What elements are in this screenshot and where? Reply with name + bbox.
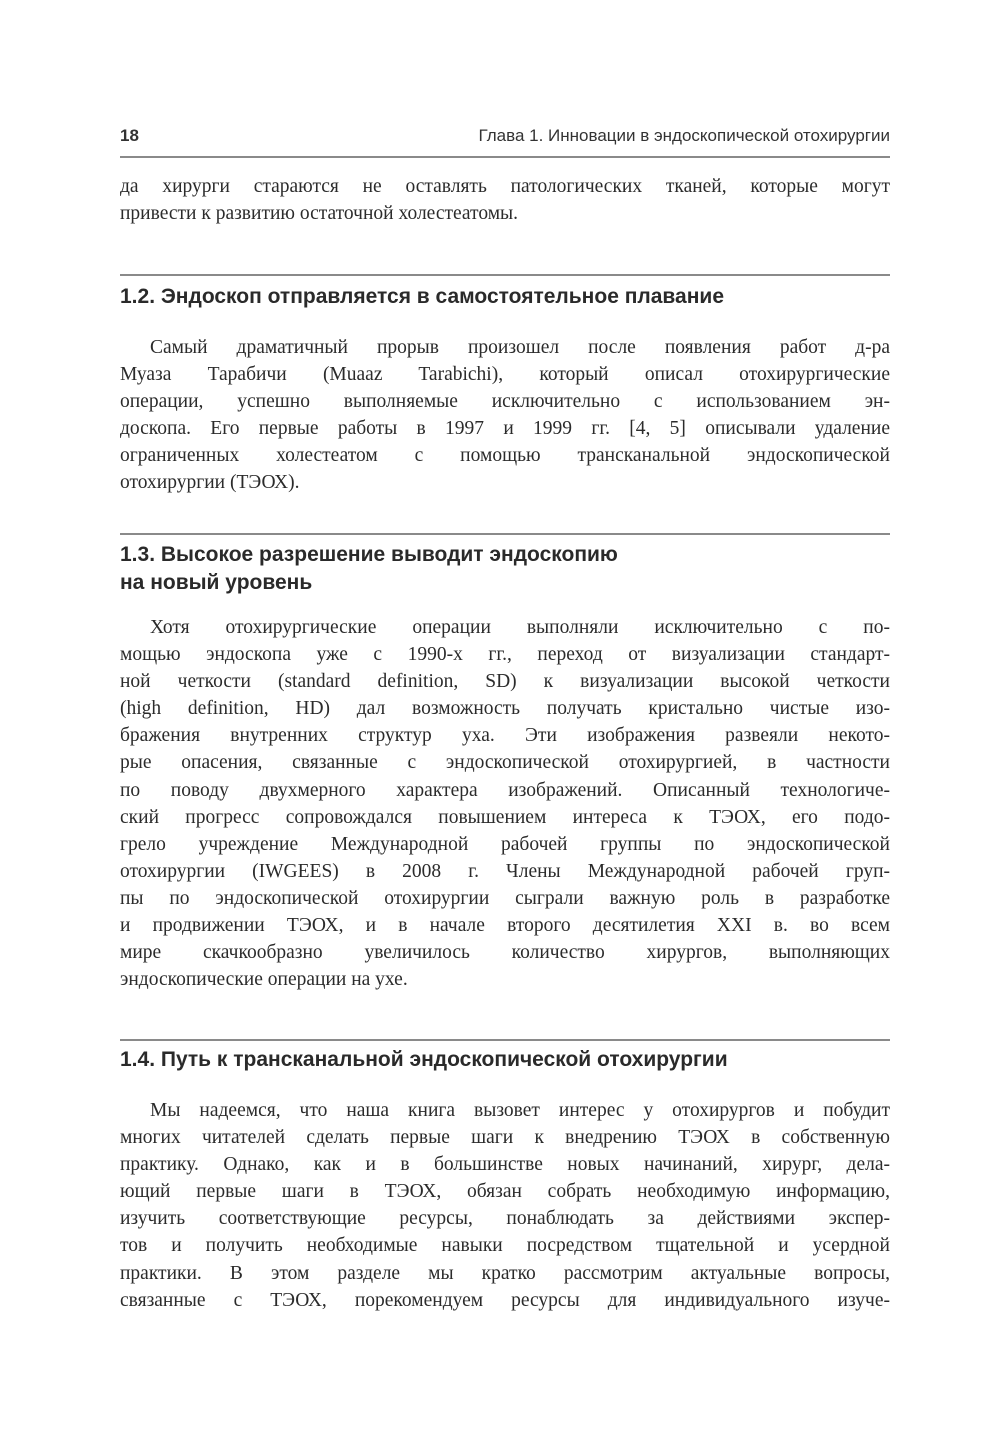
section-heading xyxy=(120,1046,890,1074)
text-line: практику. Однако, как и в большинстве новых начинаний, хирург, дела- xyxy=(120,1154,890,1176)
intro-paragraph xyxy=(120,173,890,227)
section-divider xyxy=(120,533,890,535)
text-line: ограниченных холестеатом с помощью трансканальной эндоскопической xyxy=(120,445,890,467)
text-line: пы по эндоскопической отохирургии сыграли важную роль в разработке xyxy=(120,887,890,909)
text-line: (high definition, HD) дал возможность получать кристально чистые изо- xyxy=(120,698,890,720)
section-divider xyxy=(120,274,890,276)
text-line: доскопа. Его первые работы в 1997 и 1999 гг. [4, 5] описывали удаление xyxy=(120,418,890,440)
text-line: изучить соответствующие ресурсы, понаблюдать за действиями экспер- xyxy=(120,1208,890,1230)
header-divider xyxy=(120,156,890,158)
text-line: Самый драматичный прорыв произошел после появления работ д-ра xyxy=(150,337,890,358)
text-line: ющий первые шаги в ТЭОХ, обязан собрать необходимую информацию, xyxy=(120,1181,890,1203)
text-line: бражения внутренних структур уха. Эти изображения развеяли некото- xyxy=(120,725,890,747)
text-line: операции, успешно выполняемые исключительно с использованием эн- xyxy=(120,391,890,413)
text-line: мире скачкообразно увеличилось количество хирургов, выполняющих xyxy=(120,942,890,964)
section-1-3 xyxy=(120,541,890,993)
section-paragraph xyxy=(120,1097,890,1314)
page-number: 18 xyxy=(120,126,139,145)
section-heading xyxy=(120,283,890,311)
text-line: многих читателей сделать первые шаги к внедрению ТЭОХ в собственную xyxy=(120,1127,890,1149)
heading-line: 1.2. Эндоскоп отправляется в самостоятельное плавание xyxy=(120,285,724,308)
text-line: мощью эндоскопа уже с 1990-х гг., переход от визуализации стандарт- xyxy=(120,644,890,666)
running-title: Глава 1. Инновации в эндоскопической отохирургии xyxy=(478,126,890,145)
text-line: грело учреждение Международной рабочей группы по эндоскопической xyxy=(120,833,890,855)
text-line: по поводу двухмерного характера изображений. Описанный технологиче- xyxy=(120,779,890,801)
heading-line: на новый уровень xyxy=(120,571,313,594)
text-line: связанные с ТЭОХ, порекомендуем ресурсы для индивидуального изуче- xyxy=(120,1289,890,1311)
text-line: привести к развитию остаточной холестеатомы. xyxy=(120,203,519,225)
section-divider xyxy=(120,1039,890,1041)
section-heading xyxy=(120,541,890,597)
text-line: отохирургии (ТЭОХ). xyxy=(120,472,300,494)
section-1-4 xyxy=(120,1046,890,1314)
text-line: и продвижении ТЭОХ, и в начале второго десятилетия XXI в. во всем xyxy=(120,915,890,937)
section-paragraph xyxy=(120,334,890,497)
section-1-2 xyxy=(120,283,890,497)
text-line: да хирурги стараются не оставлять патологических тканей, которые могут xyxy=(120,176,890,197)
text-line: эндоскопические операции на ухе. xyxy=(120,969,408,991)
text-line: тов и получить необходимые навыки посредством тщательной и усердной xyxy=(120,1235,890,1257)
text-line: Муаза Тарабичи (Muaaz Tarabichi), который описал отохирургические xyxy=(120,364,890,386)
page-header xyxy=(120,126,890,150)
text-line: Хотя отохирургические операции выполняли исключительно с по- xyxy=(150,617,890,638)
text-line: практики. В этом разделе мы кратко рассмотрим актуальные вопросы, xyxy=(120,1262,890,1284)
heading-line: 1.4. Путь к трансканальной эндоскопической отохирургии xyxy=(120,1048,728,1071)
text-line: рые опасения, связанные с эндоскопической отохирургией, в частности xyxy=(120,752,890,774)
heading-line: 1.3. Высокое разрешение выводит эндоскопию xyxy=(120,543,618,566)
text-line: отохирургии (IWGEES) в 2008 г. Члены Международной рабочей груп- xyxy=(120,860,890,882)
section-paragraph xyxy=(120,614,890,993)
text-line: ной четкости (standard definition, SD) к визуализации высокой четкости xyxy=(120,671,890,693)
text-line: ский прогресс сопровождался повышением интереса к ТЭОХ, его подо- xyxy=(120,806,890,828)
text-line: Мы надеемся, что наша книга вызовет интерес у отохирургов и побудит xyxy=(150,1100,890,1121)
